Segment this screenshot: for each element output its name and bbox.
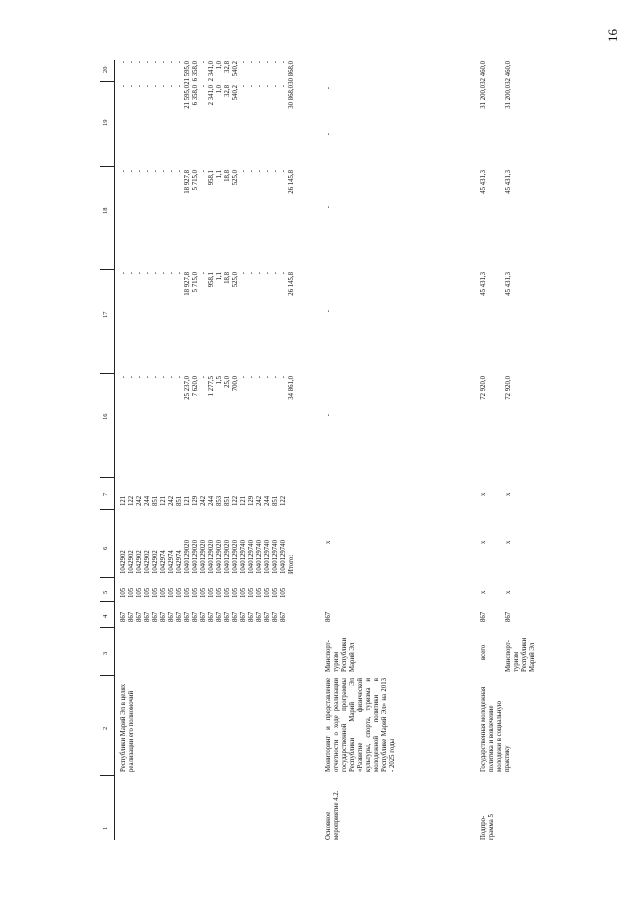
- cell-c4: 867: [480, 611, 487, 622]
- cell-c6: х: [505, 540, 512, 544]
- table-row: [325, 60, 465, 840]
- page-number: 16: [605, 29, 620, 42]
- col-header-1: 1: [102, 826, 109, 830]
- col-header-20: 20: [102, 66, 109, 73]
- col-header-2: 2: [102, 726, 109, 730]
- col-header-16: 16: [102, 413, 109, 420]
- col-header-4: 4: [102, 614, 109, 618]
- col-header-5: 5: [102, 590, 109, 594]
- col-header-6: 6: [102, 546, 109, 550]
- table-header: [100, 60, 115, 840]
- cell-c18: -: [325, 206, 332, 209]
- cell-c18: 45 431,3: [480, 170, 487, 194]
- cell-c4: 867 867 867 867 867 867 867 867 867 867 867 867 867 867 867 867 867 867 867 867 867: [120, 611, 287, 622]
- cell-c6: х: [325, 540, 332, 544]
- cell-c16: 72 920,0: [505, 376, 512, 400]
- budget-table: [100, 60, 620, 840]
- cell-c17: - - - - - - - - 18 927,8 5 715,0 - 958,1 1,1 18,8 525,0 - - - - - - 26 145,8: [120, 272, 295, 296]
- cell-c4: 867: [505, 611, 512, 622]
- cell-c16: 72 920,0: [480, 376, 487, 400]
- cell-c7: 121 122 242 244 851 121 242 851 121 129 242 244 853 851 122 121 129 242 244 851 122: [120, 495, 287, 506]
- col-header-18: 18: [102, 207, 109, 214]
- cell-c17: 45 431,3: [480, 272, 487, 296]
- cell-c20: 32 460,0: [480, 61, 487, 85]
- cell-c19: - - - - - - - - 21 595,0 6 358,0 - 2 341,0 1,0 32,8 540,2 - - - - - - 30 868,0: [120, 85, 295, 109]
- cell-c1: Подпро-грамма 5: [480, 814, 495, 840]
- cell-c16: -: [325, 414, 332, 417]
- cell-c20: 32 460,0: [505, 61, 512, 85]
- col-header-7: 7: [102, 492, 109, 496]
- cell-c2: Государственная молодежная политика и вовлечение молодежи в социальную практику: [480, 686, 511, 772]
- cell-c19: 31 200,0: [505, 85, 512, 109]
- col-header-19: 19: [102, 119, 109, 126]
- col-header-3: 3: [102, 651, 109, 655]
- cell-c5: х: [480, 590, 487, 594]
- table-row: [505, 60, 545, 840]
- cell-c19: 31 200,0: [480, 85, 487, 109]
- cell-c5: х: [505, 590, 512, 594]
- cell-c20: -: [325, 87, 332, 90]
- cell-c16: - - - - - - - - 25 237,0 7 620,0 - 1 277,5 1,5 25,0 700,0 - - - - - - 34 861,0: [120, 376, 295, 400]
- cell-c4: 867: [325, 611, 332, 622]
- cell-c5: 105 105 105 105 105 105 105 105 105 105 105 105 105 105 105 105 105 105 105 105 105: [120, 587, 287, 598]
- cell-c7: х: [505, 492, 512, 496]
- cell-c3: Минспорт-туризм Республики Марий Эл: [505, 637, 536, 672]
- cell-c20: - - - - - - - - 21 595,0 6 358,0 - 2 341,0 1,0 32,8 540,2 - - - - - - 30 868,0: [120, 61, 295, 85]
- cell-c7: х: [480, 492, 487, 496]
- cell-c17: -: [325, 310, 332, 313]
- cell-c2: Республики Марий Эл в целях реализации его полномочий: [120, 683, 135, 772]
- cell-c2: Мониторинг и представление отчетности о ходе реализации государственной программы Республики Марий Эл «Развитие физической культуры, спорта, туризма и молодежной политики в Республике Марий Эл» на 2013 - 2025 годы: [325, 678, 396, 772]
- cell-c3: всего: [480, 644, 487, 660]
- cell-c18: - - - - - - - - 18 927,8 5 715,0 - 958,1 1,1 18,8 525,0 - - - - - - 26 145,8: [120, 170, 295, 194]
- cell-c19: -: [325, 133, 332, 136]
- cell-c3: Минспорт-туризм Республики Марий Эл: [325, 637, 356, 672]
- cell-c6: 1042902 1042902 1042902 1042902 1042902 1042974 1042974 1042974 1040129020 1040129020 1040129020 1040129020 1040129020 1040129020 1040129020 1040129740 1040129740 1040129740 1040129740 1040129740 1040129740 Итого:: [120, 540, 295, 574]
- cell-c17: 45 431,3: [505, 272, 512, 296]
- table-row: [120, 60, 310, 840]
- col-header-17: 17: [102, 311, 109, 318]
- cell-c18: 45 431,3: [505, 170, 512, 194]
- cell-c6: х: [480, 540, 487, 544]
- cell-c1: Основное мероприятие 4.2.: [325, 790, 340, 840]
